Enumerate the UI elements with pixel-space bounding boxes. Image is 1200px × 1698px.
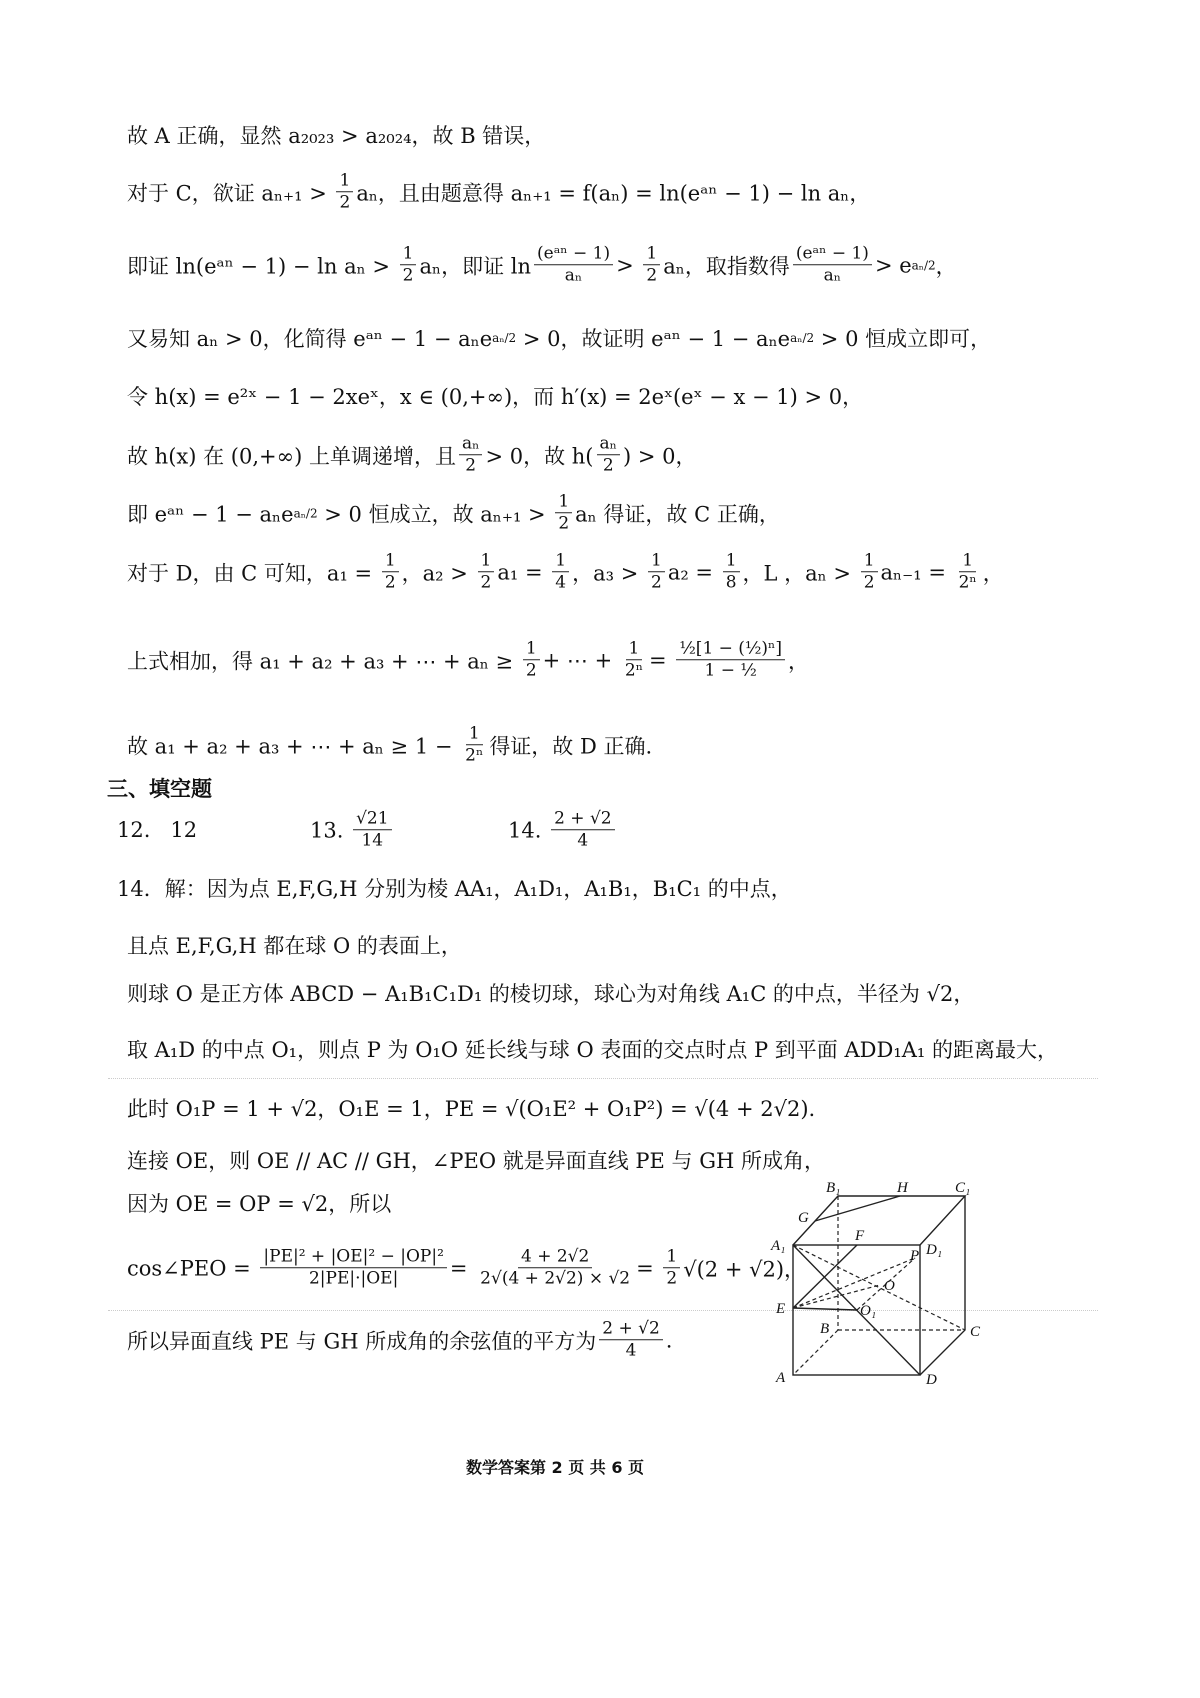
numerator: 1 xyxy=(723,550,740,572)
numerator: 1 xyxy=(336,170,353,192)
text-segment: 故 h(x) 在 (0,+∞) 上单调递增，且 xyxy=(127,444,456,468)
denominator: 4 xyxy=(555,572,567,593)
text-line xyxy=(127,1145,825,1175)
numerator: √21 xyxy=(353,808,391,830)
denominator: 2 xyxy=(602,455,614,476)
label-b: B xyxy=(820,1321,830,1337)
text-segment: aₙ₋₁ = xyxy=(880,560,953,584)
denominator: 14 xyxy=(361,830,384,851)
text-segment: aₙ，即证 ln xyxy=(419,254,531,278)
text-segment: > 0，故 h( xyxy=(485,444,594,468)
text-segment: a₁ = xyxy=(497,560,550,584)
denominator: 2 xyxy=(480,572,492,593)
text-line xyxy=(127,978,974,1008)
label-p: P xyxy=(910,1248,920,1264)
text-segment: 故 A 正确，显然 a₂₀₂₃ > a₂₀₂₄，故 B 错误， xyxy=(127,124,546,148)
text-segment: 上式相加，得 a₁ + a₂ + a₃ + ⋯ + aₙ ≥ xyxy=(127,649,520,673)
text-segment: . xyxy=(665,1328,673,1352)
fraction xyxy=(861,550,878,594)
text-segment: 故 a₁ + a₂ + a₃ + ⋯ + aₙ ≥ 1 − xyxy=(127,734,460,758)
text-line xyxy=(127,323,991,353)
numerator: 1 xyxy=(663,1246,680,1268)
fraction xyxy=(663,1246,680,1290)
cube-figure xyxy=(760,1170,1000,1390)
numerator: 1 xyxy=(552,550,569,572)
text-segment: aₙ 得证，故 C 正确， xyxy=(575,502,780,526)
label-g: G xyxy=(798,1210,809,1226)
text-segment: ， xyxy=(788,649,810,673)
text-segment: 取 A₁D 的中点 O₁，则点 P 为 O₁O 延长线与球 O 表面的交点时点 P 到平面 ADD₁A₁ 的距离最大， xyxy=(127,1038,1059,1062)
text-line xyxy=(127,243,957,287)
text-line xyxy=(127,381,863,411)
text-segment: 即证 ln(eᵃⁿ − 1) − ln aₙ > xyxy=(127,254,397,278)
text-segment: 因为 OE = OP = √2，所以 xyxy=(127,1192,392,1216)
numerator: 2 + √2 xyxy=(551,808,615,830)
label-d: D xyxy=(926,1372,937,1388)
fraction xyxy=(597,433,621,477)
text-segment: ) > 0， xyxy=(623,444,697,468)
denominator: 2 xyxy=(666,1268,678,1289)
numerator: 1 xyxy=(466,723,483,745)
text-segment: 连接 OE，则 OE // AC // GH，∠PEO 就是异面直线 PE 与 GH 所成角， xyxy=(127,1149,825,1173)
label-o1: O₁ xyxy=(860,1303,877,1319)
numerator: 1 xyxy=(400,243,417,265)
text-segment: a₂ = xyxy=(667,560,720,584)
segment-gh xyxy=(815,1196,900,1221)
label-f: F xyxy=(855,1228,865,1244)
numerator: 1 xyxy=(523,638,540,660)
text-line xyxy=(117,818,197,842)
denominator: 8 xyxy=(725,572,737,593)
denominator: 2ⁿ xyxy=(624,660,644,681)
denominator: 2ⁿ xyxy=(465,745,484,766)
text-segment: √(2 + √2)， xyxy=(683,1257,806,1281)
fraction xyxy=(676,638,785,682)
text-segment: 即 eᵃⁿ − 1 − aₙe xyxy=(127,502,294,526)
fraction xyxy=(477,1246,633,1290)
fraction xyxy=(643,243,660,287)
label-e: E xyxy=(776,1301,786,1317)
text-line xyxy=(127,433,697,477)
text-line xyxy=(127,723,652,767)
label-a: A xyxy=(776,1370,786,1386)
fraction xyxy=(622,638,646,682)
denominator: 2 xyxy=(525,660,537,681)
text-line xyxy=(310,808,395,852)
text-line xyxy=(127,120,545,150)
fraction xyxy=(462,723,486,767)
text-segment: > 0 恒成立，故 aₙ₊₁ > xyxy=(317,502,553,526)
numerator: 1 xyxy=(643,243,660,265)
text-line xyxy=(127,491,780,535)
label-h: H xyxy=(897,1180,908,1196)
text-segment: = xyxy=(636,1256,661,1280)
text-line xyxy=(127,170,870,214)
text-line xyxy=(127,550,1004,594)
text-segment: ，a₂ > xyxy=(401,561,475,585)
text-segment: = xyxy=(649,648,674,672)
denominator: aₙ xyxy=(823,265,842,286)
text-segment: ， xyxy=(935,254,957,278)
text-segment: ， xyxy=(982,561,1004,585)
denominator: 2 xyxy=(558,513,570,534)
text-segment: aₙ，取指数得 xyxy=(663,254,790,278)
fraction xyxy=(382,550,399,594)
fraction xyxy=(353,808,391,852)
superscript: aₙ/2 xyxy=(911,258,936,272)
text-segment: ，L ，aₙ > xyxy=(742,561,858,585)
label-b1: B₁ xyxy=(826,1180,841,1196)
text-segment: aₙ，且由题意得 aₙ₊₁ = f(aₙ) = ln(eᵃⁿ − 1) − ln aₙ， xyxy=(356,181,871,205)
superscript: aₙ/2 xyxy=(492,331,517,345)
label-d1: D₁ xyxy=(926,1242,943,1258)
numerator: 1 xyxy=(959,550,976,572)
text-segment: 所以异面直线 PE 与 GH 所成角的余弦值的平方为 xyxy=(127,1329,597,1353)
numerator: aₙ xyxy=(597,433,621,455)
text-segment: 三、填空题 xyxy=(107,777,212,801)
label-o: O xyxy=(884,1278,895,1294)
section-heading xyxy=(107,773,212,803)
fraction xyxy=(793,243,872,287)
text-segment: 得证，故 D 正确. xyxy=(489,734,653,758)
denominator: 2 xyxy=(339,192,351,213)
label-a1: A₁ xyxy=(771,1238,786,1254)
numerator: 1 xyxy=(648,550,665,572)
text-line xyxy=(127,1246,805,1290)
text-segment: 此时 O₁P = 1 + √2，O₁E = 1，PE = √(O₁E² + O₁P²) = √(4 + 2√2). xyxy=(127,1097,816,1121)
denominator: 4 xyxy=(577,830,589,851)
denominator: 2|PE|·|OE| xyxy=(308,1268,399,1289)
numerator: 1 xyxy=(555,491,572,513)
text-line xyxy=(508,808,618,852)
fraction xyxy=(599,1318,663,1362)
text-line xyxy=(127,638,809,682)
numerator: |PE|² + |OE|² − |OP|² xyxy=(260,1246,446,1268)
superscript: aₙ/2 xyxy=(293,506,318,520)
denominator: 4 xyxy=(625,1340,637,1361)
label-c: C xyxy=(970,1324,981,1340)
text-segment: 且点 E,F,G,H 都在球 O 的表面上， xyxy=(127,934,462,958)
denominator: 2 xyxy=(384,572,396,593)
fraction xyxy=(400,243,417,287)
text-segment: + ⋯ + xyxy=(542,648,619,672)
text-segment: ，a₃ > xyxy=(572,561,645,585)
text-segment: 对于 C，欲证 aₙ₊₁ > xyxy=(127,181,334,205)
segment-eo1 xyxy=(793,1308,857,1310)
numerator: 2 + √2 xyxy=(599,1318,663,1340)
numerator: 1 xyxy=(626,638,643,660)
text-segment: > xyxy=(616,253,641,277)
numerator: 1 xyxy=(478,550,495,572)
text-segment: 则球 O 是正方体 ABCD − A₁B₁C₁D₁ 的棱切球，球心为对角线 A₁C 的中点，半径为 √2， xyxy=(127,982,975,1006)
fraction xyxy=(478,550,495,594)
denominator: 2 xyxy=(465,455,477,476)
numerator: 4 + 2√2 xyxy=(518,1246,592,1268)
text-line xyxy=(127,1318,672,1362)
numerator: ½[1 − (½)ⁿ] xyxy=(676,638,785,660)
divider xyxy=(108,1078,1098,1079)
numerator: 1 xyxy=(382,550,399,572)
segment-ep xyxy=(793,1258,915,1308)
denominator: 2 xyxy=(402,265,414,286)
text-segment: 14. xyxy=(508,818,549,842)
fraction xyxy=(551,808,615,852)
text-line xyxy=(127,1093,815,1123)
text-segment: 13. xyxy=(310,818,351,842)
numerator: 1 xyxy=(861,550,878,572)
numerator: (eᵃⁿ − 1) xyxy=(534,243,613,265)
denominator: 2√(4 + 2√2) × √2 xyxy=(480,1268,631,1289)
numerator: (eᵃⁿ − 1) xyxy=(793,243,872,265)
superscript: aₙ/2 xyxy=(790,331,815,345)
text-segment: 又易知 aₙ > 0，化简得 eᵃⁿ − 1 − aₙe xyxy=(127,327,493,351)
text-segment: 对于 D，由 C 可知，a₁ = xyxy=(127,561,379,585)
fraction xyxy=(555,491,572,535)
fraction xyxy=(956,550,980,594)
fraction xyxy=(336,170,353,214)
text-line xyxy=(117,873,792,903)
text-segment: > e xyxy=(874,253,912,277)
fraction xyxy=(523,638,540,682)
text-line xyxy=(127,1188,391,1218)
text-segment: > 0，故证明 eᵃⁿ − 1 − aₙe xyxy=(516,327,791,351)
fraction xyxy=(723,550,740,594)
text-segment: > 0 恒成立即可， xyxy=(814,327,992,351)
fraction xyxy=(459,433,483,477)
denominator: 2 xyxy=(650,572,662,593)
denominator: aₙ xyxy=(564,265,583,286)
denominator: 2 xyxy=(863,572,875,593)
fraction xyxy=(552,550,569,594)
fraction xyxy=(534,243,613,287)
denominator: 2ⁿ xyxy=(958,572,977,593)
text-segment: = xyxy=(449,1256,475,1280)
text-line xyxy=(127,930,462,960)
right-edges xyxy=(920,1196,965,1375)
fraction xyxy=(260,1246,446,1290)
text-segment: cos∠PEO = xyxy=(127,1256,258,1280)
fraction xyxy=(648,550,665,594)
text-line xyxy=(127,1034,1058,1064)
numerator: aₙ xyxy=(459,433,483,455)
text-segment: 14．解：因为点 E,F,G,H 分别为棱 AA₁，A₁D₁，A₁B₁，B₁C₁ 的中点， xyxy=(117,877,792,901)
text-segment: 令 h(x) = e²ˣ − 1 − 2xeˣ，x ∈ (0,+∞)，而 h′(x) = 2eˣ(eˣ − x − 1) > 0， xyxy=(127,385,864,409)
page-footer: 数学答案第 2 页 共 6 页 xyxy=(465,1458,645,1477)
denominator: 1 − ½ xyxy=(704,660,757,681)
label-c1: C₁ xyxy=(955,1180,971,1196)
text-segment: 12. 12 xyxy=(117,818,198,842)
denominator: 2 xyxy=(646,265,658,286)
